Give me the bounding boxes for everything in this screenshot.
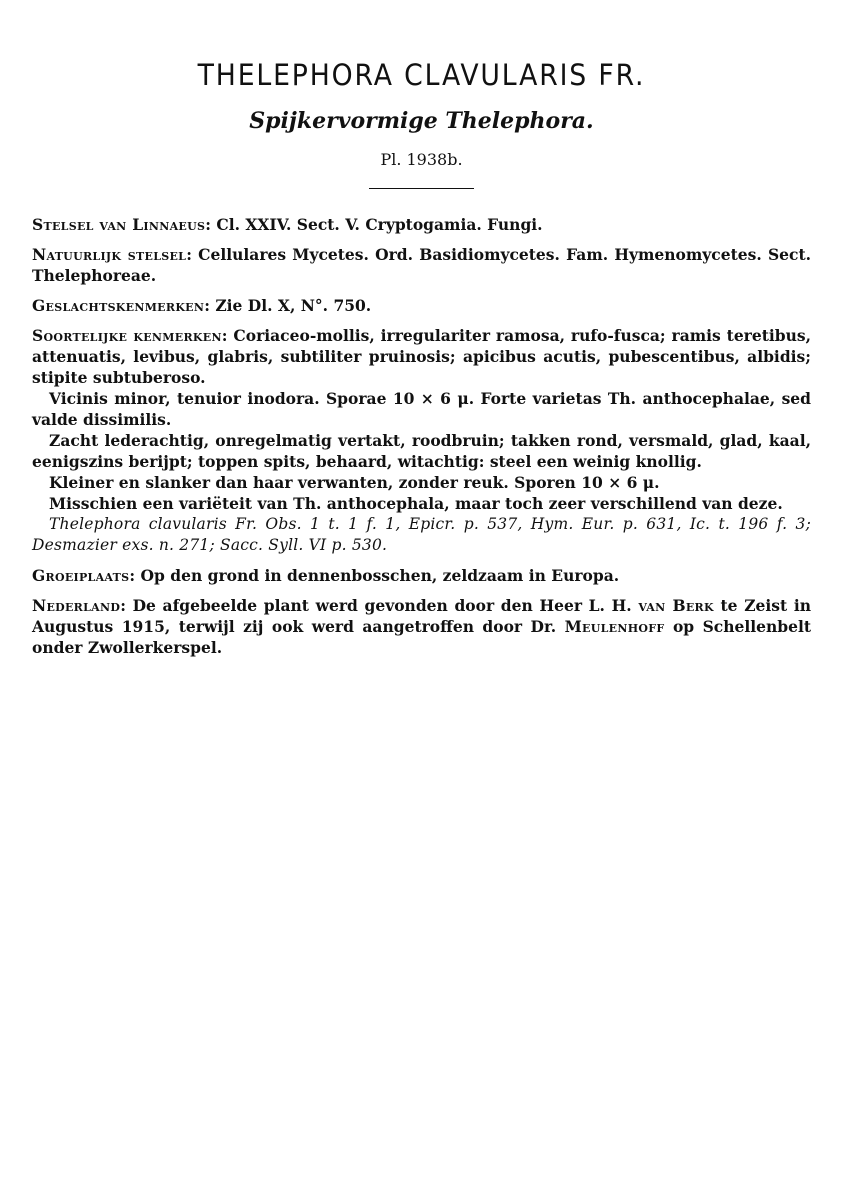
geslachtskenmerken-paragraph	[32, 295, 811, 316]
groeiplaats-paragraph	[32, 565, 811, 586]
dutch-description-3: Misschien een variëteit van Th. anthocephala, maar toch zeer verschillend van deze.	[49, 494, 783, 513]
dutch-description-1: Zacht lederachtig, onregelmatig vertakt, roodbruin; takken rond, versmald, glad, kaal, eenigszins berijpt; toppen spits, behaard, witachtig: steel een weinig knollig.	[32, 431, 811, 471]
collector-name: van Berk	[638, 596, 714, 615]
section-label: Geslachtskenmerken	[32, 296, 205, 315]
dutch-description-2: Kleiner en slanker dan haar verwanten, zonder reuk. Sporen 10 × 6 μ.	[49, 473, 660, 492]
section-label: Nederland	[32, 596, 121, 615]
section-text: : Zie Dl. X, N°. 750.	[204, 296, 372, 315]
section-text: op Schellenbelt onder Zwollerkerspel.	[32, 617, 812, 657]
natuurlijk-stelsel-paragraph	[32, 244, 811, 286]
section-text: : Op den grond in dennenbosschen, zeldzaam in Europa.	[129, 566, 620, 585]
stelsel-linnaeus-paragraph	[32, 214, 811, 235]
section-text: te Zeist in Augustus 1915, terwijl zij ook werd aangetroffen door Dr.	[32, 596, 811, 636]
section-label: Natuurlijk stelsel	[32, 245, 187, 264]
latin-description-2: Vicinis minor, tenuior inodora. Sporae 10 × 6 μ. Forte varietas Th. anthocephalae, sed valde dissimilis.	[32, 389, 811, 429]
section-text: : Coriaceo-mollis, irregulariter ramosa, rufo-fusca; ramis teretibus, attenuatis, levibus, glabris, subtiliter pruinosis; apicibus acutis, pubescentibus, albidis; stipite subtuberoso.	[32, 326, 811, 387]
divider-rule	[369, 188, 474, 189]
section-text: : Cellulares Mycetes. Ord. Basidiomycetes. Fam. Hymenomycetes. Sect. Thelephoreae.	[32, 245, 811, 285]
collector-name: Meulenhoff	[564, 617, 665, 636]
plate-number: Pl. 1938b.	[380, 150, 463, 169]
section-text: : De afgebeelde plant werd gevonden door den Heer L. H.	[120, 596, 639, 615]
literature-references: Thelephora clavularis Fr. Obs. 1 t. 1 f. 1, Epicr. p. 537, Hym. Eur. p. 631, Ic. t. 196 f. 3; Desmazier exs. n. 271; Sacc. Syll. VI p. 530.	[32, 515, 811, 554]
section-label: Stelsel van Linnaeus	[32, 215, 206, 234]
nederland-paragraph	[32, 595, 811, 658]
species-title: THELEPHORA CLAVULARIS FR.	[197, 58, 646, 92]
section-text: : Cl. XXIV. Sect. V. Cryptogamia. Fungi.	[205, 215, 543, 234]
dutch-name: Spijkervormige Thelephora.	[249, 108, 594, 134]
section-label: Groeiplaats	[32, 566, 130, 585]
description-body	[32, 214, 811, 667]
soortelijke-kenmerken-paragraph	[32, 325, 811, 388]
section-label: Soortelijke kenmerken	[32, 326, 222, 345]
